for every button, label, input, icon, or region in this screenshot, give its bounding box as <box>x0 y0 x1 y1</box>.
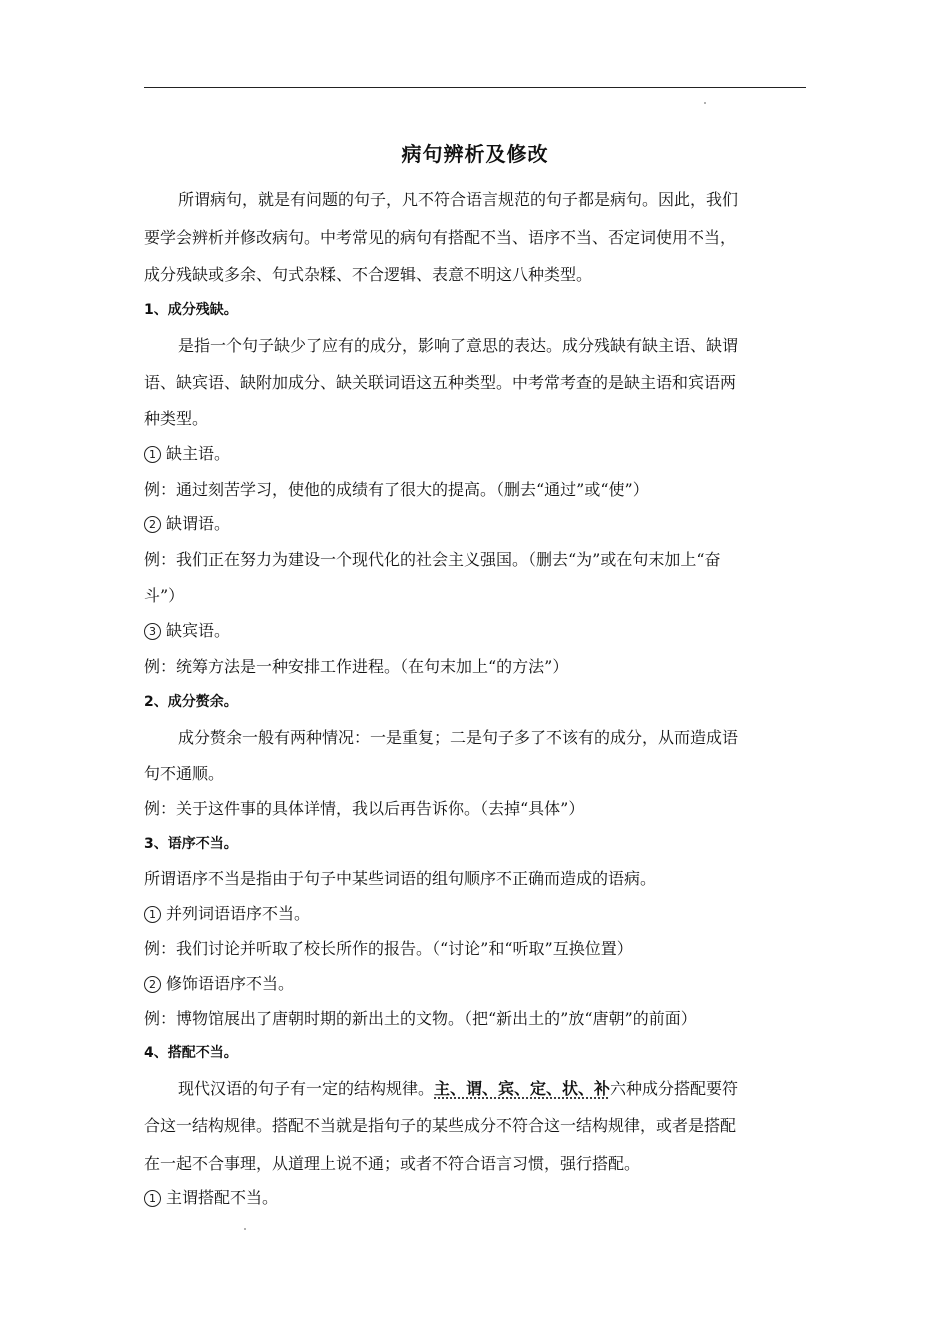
sub-label: 主谓搭配不当。 <box>166 1188 279 1207</box>
section-1-heading: 1、成分残缺。 <box>144 302 238 318</box>
footer-mark <box>244 1228 246 1230</box>
circled-number: 2 <box>144 976 161 993</box>
circled-number: 2 <box>144 516 161 533</box>
section-2-body-1: 成分赘余一般有两种情况：一是重复；二是句子多了不该有的成分，从而造成语 <box>178 728 739 747</box>
section-1-body-2: 语、缺宾语、缺附加成分、缺关联词语这五种类型。中考常考查的是缺主语和宾语两 <box>144 373 737 392</box>
section-1-body-1: 是指一个句子缺少了应有的成分，影响了意思的表达。成分残缺有缺主语、缺谓 <box>178 336 739 355</box>
section-3-sub-2 <box>144 974 294 994</box>
section-3-example-1: 例：我们讨论并听取了校长所作的报告。（“讨论”和“听取”互换位置） <box>144 939 633 958</box>
section-2-heading: 2、成分赘余。 <box>144 694 238 710</box>
section-4-body-1 <box>178 1079 738 1099</box>
circled-number: 1 <box>144 1190 161 1207</box>
section-4-body-3: 在一起不合事理，从道理上说不通；或者不符合语言习惯，强行搭配。 <box>144 1154 641 1173</box>
document-title: 病句辨析及修改 <box>401 142 549 166</box>
sub-label: 修饰语语序不当。 <box>166 974 295 993</box>
intro-line-2: 要学会辨析并修改病句。中考常见的病句有搭配不当、语序不当、否定词使用不当， <box>144 228 737 247</box>
section-1-example-1: 例：通过刻苦学习，使他的成绩有了很大的提高。（删去“通过”或“使”） <box>144 480 649 499</box>
section-2-body-2: 句不通顺。 <box>144 764 225 783</box>
section-1-example-3: 例：统筹方法是一种安排工作进程。（在句末加上“的方法”） <box>144 657 569 676</box>
sub-label: 缺宾语。 <box>166 621 231 640</box>
section-3-sub-1 <box>144 904 310 924</box>
sub-label: 并列词语语序不当。 <box>166 904 311 923</box>
intro-line-3: 成分残缺或多余、句式杂糅、不合逻辑、表意不明这八种类型。 <box>144 265 593 284</box>
header-mark <box>704 102 706 104</box>
sub-label: 缺谓语。 <box>166 514 231 533</box>
sub-label: 缺主语。 <box>166 444 231 463</box>
section-4-sub-1 <box>144 1188 278 1208</box>
section-1-example-2b: 斗”） <box>144 586 185 605</box>
circled-number: 1 <box>144 446 161 463</box>
section-1-sub-2 <box>144 514 230 534</box>
circled-number: 3 <box>144 623 161 640</box>
header-rule <box>144 87 806 88</box>
body-text: 现代汉语的句子有一定的结构规律。 <box>178 1079 435 1098</box>
section-3-example-2: 例：博物馆展出了唐朝时期的新出土的文物。（把“新出土的”放“唐朝”的前面） <box>144 1009 697 1028</box>
section-1-body-3: 种类型。 <box>144 409 209 428</box>
circled-number: 1 <box>144 906 161 923</box>
section-3-body: 所谓语序不当是指由于句子中某些词语的组句顺序不正确而造成的语病。 <box>144 869 657 888</box>
section-3-heading: 3、语序不当。 <box>144 836 238 852</box>
body-text: 六种成分搭配要符 <box>610 1079 739 1098</box>
section-1-sub-1 <box>144 444 230 464</box>
section-2-example: 例：关于这件事的具体详情，我以后再告诉你。（去掉“具体”） <box>144 799 585 818</box>
section-4-heading: 4、搭配不当。 <box>144 1045 238 1061</box>
emphasized-terms: 主、谓、宾、定、状、补 <box>434 1079 611 1098</box>
intro-line-1: 所谓病句，就是有问题的句子，凡不符合语言规范的句子都是病句。因此，我们 <box>178 190 739 209</box>
section-1-example-2a: 例：我们正在努力为建设一个现代化的社会主义强国。（删去“为”或在句末加上“奋 <box>144 550 721 569</box>
section-1-sub-3 <box>144 621 230 641</box>
section-4-body-2: 合这一结构规律。搭配不当就是指句子的某些成分不符合这一结构规律，或者是搭配 <box>144 1116 737 1135</box>
